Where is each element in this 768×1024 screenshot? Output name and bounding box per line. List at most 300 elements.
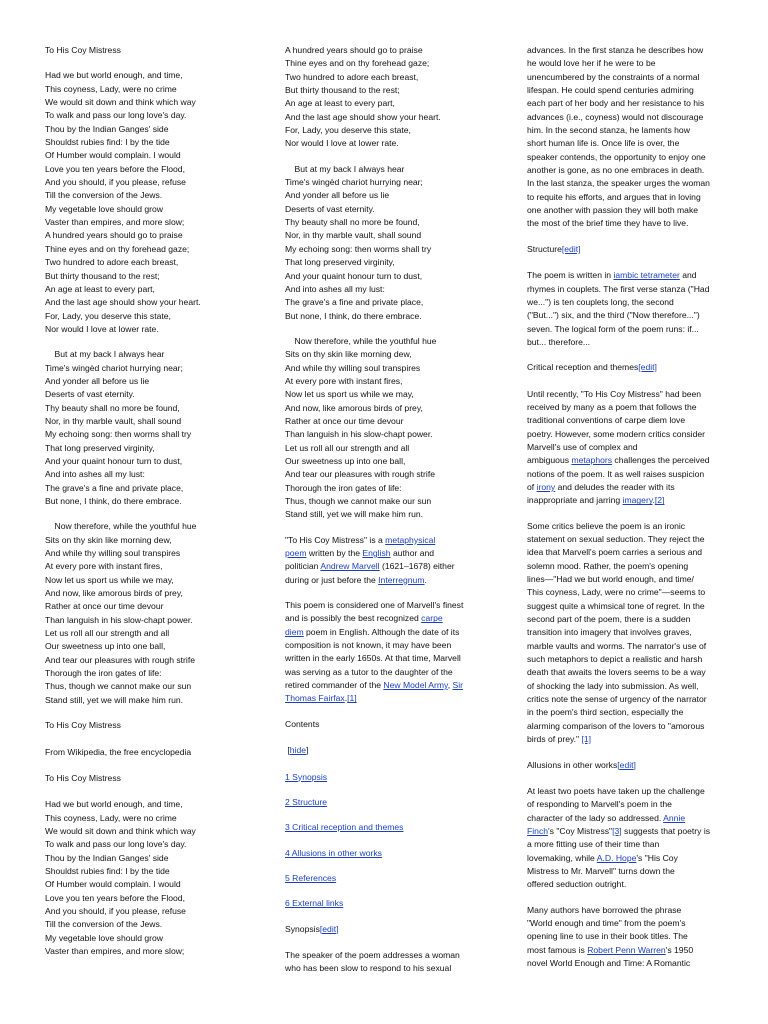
text-line — [45, 428, 260, 441]
text-line — [527, 361, 732, 374]
text-span: This poem is considered one of Marvell's finest — [285, 600, 464, 611]
text-line — [527, 57, 732, 70]
text-span: advances. In the first stanza he describes how — [527, 45, 704, 55]
wiki-link[interactable]: [edit] — [319, 923, 339, 934]
text-line — [285, 163, 500, 176]
text-line — [527, 600, 732, 613]
wiki-link[interactable]: Finch — [527, 825, 549, 836]
wiki-link[interactable]: 3 Critical reception and themes — [285, 822, 404, 833]
text-line — [285, 897, 500, 910]
text-line — [45, 654, 260, 667]
text-span: suggests that poetry is — [621, 825, 711, 836]
text-line — [285, 203, 500, 216]
text-line — [285, 626, 500, 639]
text-line — [527, 336, 732, 349]
text-line — [285, 679, 500, 692]
text-span: "To His Coy Mistress" is a — [285, 534, 386, 545]
text-span: critics note the sense of urgency of the narrator — [527, 694, 707, 705]
text-span: poem in English. Although the date of its — [303, 626, 460, 637]
text-span: Nor, in thy marble vault, shall sound — [45, 415, 182, 426]
text-line — [285, 84, 500, 97]
text-span: Stand still, yet we will make him run. — [285, 509, 424, 520]
wiki-link[interactable]: [2] — [654, 495, 665, 506]
toc-entry — [285, 821, 500, 834]
text-span: Contents — [285, 718, 320, 729]
text-line — [45, 442, 260, 455]
text-span: Thine eyes and on thy forehead gaze; — [45, 243, 190, 254]
text-span: And now, like amorous birds of prey, — [285, 402, 423, 413]
text-span: [ — [285, 745, 290, 756]
text-span: Of Humber would complain. I would — [45, 150, 181, 161]
wiki-link[interactable]: 4 Allusions in other works — [285, 847, 382, 858]
text-line — [45, 560, 260, 573]
text-line — [527, 785, 732, 798]
text-line — [285, 962, 500, 975]
text-span: Mistress to Mr. Marvell" turns down the — [527, 865, 675, 876]
text-paragraph — [285, 949, 500, 976]
text-line — [45, 694, 260, 707]
text-line — [285, 508, 500, 521]
text-span: . — [424, 574, 427, 585]
text-line — [45, 680, 260, 693]
text-span: author and — [390, 548, 435, 559]
text-line — [527, 930, 732, 943]
text-line — [285, 652, 500, 665]
wiki-link[interactable]: metaphysical — [385, 534, 436, 545]
wiki-link[interactable]: English — [362, 548, 391, 559]
text-line — [285, 612, 500, 625]
text-span: The poem is written in — [527, 270, 614, 281]
text-line — [527, 812, 732, 825]
text-span: Thy beauty shall no more be found, — [45, 402, 180, 413]
text-span: and deludes the reader with its — [555, 481, 675, 492]
wiki-link[interactable]: [1] — [347, 693, 357, 704]
wiki-link[interactable]: [edit] — [561, 243, 581, 254]
text-span: The grave's a fine and private place, — [285, 297, 424, 308]
text-line — [45, 44, 260, 57]
text-line — [285, 718, 500, 731]
text-span: written in the early 1650s. At that time, Marvell — [285, 653, 461, 664]
text-span: traditional conventions of carpe diem love — [527, 415, 686, 426]
text-line — [45, 402, 260, 415]
text-span: And yonder all before us lie — [285, 190, 390, 201]
toc-entry — [285, 847, 500, 860]
text-line — [527, 706, 732, 719]
text-span: suggest quite a whimsical tone of regret. In the — [527, 600, 705, 611]
text-line — [527, 533, 732, 546]
text-line — [45, 547, 260, 560]
text-span: Vaster than empires, and more slow; — [45, 945, 185, 956]
text-span: And into ashes all my lust: — [285, 283, 385, 294]
wiki-link[interactable]: [edit] — [617, 759, 636, 770]
text-span: Than languish in his slow-chapt power. — [285, 429, 433, 440]
text-line — [285, 547, 500, 560]
text-span: To His Coy Mistress — [45, 720, 121, 731]
toc-entry — [285, 897, 500, 910]
text-line — [45, 123, 260, 136]
text-line — [527, 852, 732, 865]
text-span: But none, I think, do there embrace. — [45, 496, 182, 506]
text-span: retired commander of the — [285, 680, 384, 691]
text-span: Sits on thy skin like morning dew, — [45, 534, 172, 545]
text-paragraph — [527, 44, 732, 231]
text-span: Vaster than empires, and more slow; — [45, 217, 185, 228]
text-line — [45, 323, 260, 336]
text-line — [45, 270, 260, 283]
text-paragraph — [527, 269, 732, 349]
text-span: And your quaint honour turn to dust, — [285, 270, 423, 281]
text-line — [527, 957, 732, 970]
text-paragraph — [45, 520, 260, 707]
text-span: composition is not known, it may have been — [285, 640, 452, 651]
text-line — [527, 124, 732, 137]
wiki-link[interactable]: [edit] — [638, 362, 657, 373]
text-line — [527, 586, 732, 599]
text-line — [285, 97, 500, 110]
text-span: . — [652, 495, 655, 506]
text-line — [45, 614, 260, 627]
text-line — [527, 468, 732, 481]
text-span: Had we but world enough, and time, — [45, 70, 183, 81]
text-span: marble vaults and worms. The narrator's use of — [527, 640, 707, 651]
toc-entry — [285, 771, 500, 784]
text-line — [527, 640, 732, 653]
text-line — [45, 892, 260, 905]
text-span: And you should, if you please, refuse — [45, 905, 186, 916]
text-span: of — [527, 481, 537, 492]
text-line — [527, 904, 732, 917]
text-line — [45, 667, 260, 680]
wiki-link[interactable]: A.D. Hope — [596, 852, 637, 863]
text-span: My vegetable love should grow — [45, 203, 163, 214]
text-line — [45, 945, 260, 958]
text-line — [285, 560, 500, 573]
text-span: statement on sexual seduction. They reject the — [527, 534, 705, 544]
wiki-link[interactable]: Andrew Marvell — [320, 561, 380, 572]
text-span: At every pore with instant fires, — [45, 561, 163, 572]
text-span: Marvell's use of complex and — [527, 441, 638, 452]
text-line — [45, 534, 260, 547]
text-span: Thou by the Indian Ganges' side — [45, 852, 169, 863]
text-line — [527, 323, 732, 336]
text-line — [285, 428, 500, 441]
text-line — [527, 759, 732, 772]
text-span: , — [447, 680, 453, 691]
text-line — [45, 229, 260, 242]
text-span: Now therefore, while the youthful hue — [285, 335, 437, 346]
text-line — [285, 847, 500, 860]
text-line — [285, 821, 500, 834]
text-line — [527, 454, 732, 467]
text-span: We would sit down and think which way — [45, 825, 196, 836]
wiki-link[interactable]: [3] — [612, 825, 622, 836]
text-span: Till the conversion of the Jews. — [45, 190, 163, 201]
text-span: A hundred years should go to praise — [285, 45, 423, 55]
text-span: This coyness, Lady, were no crime — [45, 812, 177, 823]
text-line — [527, 388, 732, 401]
text-paragraph — [45, 798, 260, 958]
text-span: challenges the perceived — [612, 455, 710, 466]
text-span: To His Coy Mistress — [45, 45, 121, 55]
text-paragraph — [45, 348, 260, 508]
text-span: and — [679, 270, 697, 281]
text-line — [527, 177, 732, 190]
text-span: And the last age should show your heart. — [45, 297, 201, 308]
text-line — [285, 666, 500, 679]
text-span: most famous is — [527, 944, 588, 955]
text-line — [285, 534, 500, 547]
wiki-link[interactable]: diem — [285, 626, 304, 637]
text-span: ("But...") six, and the third ("Now therefore...") — [527, 310, 700, 321]
wiki-link[interactable]: irony — [536, 481, 556, 492]
text-line — [527, 917, 732, 930]
text-span: We would sit down and think which way — [45, 97, 196, 108]
wiki-link[interactable]: Annie — [663, 812, 686, 823]
text-span: him. In the second stanza, he laments how — [527, 125, 690, 136]
text-span: speaker contends, the opportunity to enjoy one — [527, 151, 706, 162]
text-line — [527, 428, 732, 441]
text-span: Nor would I love at lower rate. — [285, 138, 399, 149]
text-line — [527, 97, 732, 110]
text-line — [527, 217, 732, 230]
text-line — [527, 111, 732, 124]
wiki-link[interactable]: iambic tetrameter — [613, 270, 680, 281]
text-line — [527, 520, 732, 533]
text-span: Thus, though we cannot make our sun — [45, 681, 192, 692]
text-span: seven. The logical form of the poem runs: if... — [527, 323, 699, 334]
text-line — [45, 96, 260, 109]
text-line — [45, 415, 260, 428]
text-line — [45, 163, 260, 176]
text-line — [527, 401, 732, 414]
wiki-link[interactable]: carpe — [421, 613, 443, 624]
wiki-link[interactable]: metaphors — [571, 455, 613, 466]
text-line — [285, 468, 500, 481]
text-line-block — [285, 744, 500, 757]
text-paragraph — [527, 388, 732, 508]
text-line — [45, 574, 260, 587]
wiki-link[interactable]: New Model Army — [383, 680, 448, 691]
text-line — [527, 653, 732, 666]
text-line — [527, 151, 732, 164]
text-span: Time's wingèd chariot hurrying near; — [285, 177, 423, 188]
text-line — [45, 932, 260, 945]
text-span: lines—"Had we but world enough, and time/ — [527, 574, 694, 585]
text-span: Many authors have borrowed the phrase — [527, 904, 682, 915]
text-span: Two hundred to adore each breast, — [285, 71, 419, 82]
text-span: And the last age should show your heart. — [285, 111, 441, 122]
text-line — [45, 746, 260, 759]
text-line — [45, 798, 260, 811]
text-line — [285, 574, 500, 587]
wiki-link[interactable]: imagery — [622, 495, 653, 506]
text-span: one another with passion they will both make — [527, 205, 699, 216]
text-span: In the last stanza, the speaker urges the woman — [527, 178, 710, 189]
text-span: Time's wingèd chariot hurrying near; — [45, 362, 183, 373]
text-span: Two hundred to adore each breast, — [45, 257, 179, 268]
text-line — [45, 812, 260, 825]
text-span: Our sweetness up into one ball, — [45, 641, 166, 652]
text-line-block — [45, 719, 260, 732]
text-line — [285, 692, 500, 705]
text-line — [285, 283, 500, 296]
text-span: And now, like amorous birds of prey, — [45, 588, 183, 599]
toc-entry — [285, 872, 500, 885]
text-span: Shouldst rubies find: I by the tide — [45, 137, 170, 148]
column-middle — [285, 44, 500, 988]
text-span: Let us roll all our strength and all — [285, 442, 410, 453]
text-span: 's "His Coy — [636, 852, 678, 863]
text-span: (1621–1678) either — [379, 561, 455, 572]
text-span: written by the — [306, 548, 363, 559]
text-line — [527, 243, 732, 256]
text-span: Deserts of vast eternity. — [285, 203, 375, 214]
text-span: the most of the brief time they have to live. — [527, 218, 689, 229]
wiki-link[interactable]: [1] — [581, 734, 592, 745]
text-line — [285, 949, 500, 962]
text-span: Than languish in his slow-chapt power. — [45, 614, 193, 625]
text-line — [285, 402, 500, 415]
wiki-link[interactable]: hide — [289, 745, 307, 756]
wiki-link[interactable]: 5 References — [285, 872, 337, 883]
text-span: ] — [306, 745, 309, 756]
text-span: character of the lady so addressed. — [527, 812, 664, 823]
text-span: rhymes in couplets. The first verse stanza ("Had — [527, 283, 710, 294]
text-span: For, Lady, you deserve this state, — [45, 310, 171, 321]
text-line — [45, 772, 260, 785]
text-line — [45, 216, 260, 229]
text-line — [285, 375, 500, 388]
text-line-block — [285, 923, 500, 936]
text-line — [285, 44, 500, 57]
text-line — [45, 362, 260, 375]
text-span: At least two poets have taken up the challenge — [527, 785, 705, 796]
text-line — [285, 362, 500, 375]
text-line — [45, 878, 260, 891]
text-span: And tear our pleasures with rough strife — [285, 469, 435, 480]
text-span: Had we but world enough, and time, — [45, 799, 183, 810]
text-span: Thorough the iron gates of life: — [45, 668, 162, 679]
text-line — [285, 455, 500, 468]
text-span: This coyness, Lady, were no crime — [45, 83, 177, 94]
wiki-link[interactable]: 2 Structure — [285, 796, 328, 807]
wiki-link[interactable]: Robert Penn Warren — [587, 944, 666, 955]
text-line — [45, 375, 260, 388]
text-line — [285, 137, 500, 150]
text-line — [45, 825, 260, 838]
text-span: Some critics believe the poem is an ironic — [527, 520, 686, 531]
text-line-block — [527, 759, 732, 772]
text-span: inappropriate and jarring — [527, 495, 623, 506]
text-line-block — [45, 746, 260, 759]
text-line — [285, 872, 500, 885]
text-line — [285, 216, 500, 229]
text-span: to requite his efforts, and argues that in loving — [527, 191, 701, 202]
text-line — [527, 573, 732, 586]
text-line — [285, 310, 500, 323]
text-line — [285, 415, 500, 428]
text-span: was serving as a tutor to the daughter of the — [285, 666, 453, 677]
text-line — [45, 468, 260, 481]
text-span: 's 1950 — [665, 944, 694, 955]
text-span: Love you ten years before the Flood, — [45, 892, 185, 903]
text-paragraph — [45, 69, 260, 336]
text-span: Now let us sport us while we may, — [45, 574, 174, 585]
text-span: idea that Marvell's poem carries a serious and — [527, 547, 703, 558]
text-line — [285, 229, 500, 242]
text-span: who has been slow to respond to his sexual — [285, 963, 452, 974]
text-line — [285, 388, 500, 401]
text-span: Love you ten years before the Flood, — [45, 163, 185, 174]
text-line — [45, 256, 260, 269]
text-line — [285, 57, 500, 70]
text-line — [45, 482, 260, 495]
text-line — [45, 83, 260, 96]
text-span: Nor, in thy marble vault, shall sound — [285, 230, 422, 241]
text-line — [45, 388, 260, 401]
text-line — [285, 189, 500, 202]
wiki-link[interactable]: poem — [285, 548, 307, 559]
text-line — [527, 71, 732, 84]
text-span: An age at least to every part, — [285, 98, 395, 109]
text-line — [527, 494, 732, 507]
text-span: But thirty thousand to the rest; — [45, 270, 160, 281]
text-line — [527, 283, 732, 296]
text-span: solemn mood. Rather, the poem's opening — [527, 560, 689, 571]
text-line — [527, 865, 732, 878]
text-line — [527, 680, 732, 693]
text-span: To His Coy Mistress — [45, 772, 121, 783]
text-line — [527, 733, 732, 746]
wiki-link[interactable]: Sir — [452, 680, 464, 691]
text-line — [527, 296, 732, 309]
text-line — [45, 852, 260, 865]
text-span: And you should, if you please, refuse — [45, 177, 186, 188]
text-span: he would love her if he were to be — [527, 58, 656, 69]
text-line — [527, 878, 732, 891]
text-span: and is possibly the best recognized — [285, 613, 422, 624]
text-line — [45, 865, 260, 878]
wiki-link[interactable]: Thomas Fairfax — [285, 693, 345, 704]
text-span: Thou by the Indian Ganges' side — [45, 123, 169, 134]
wiki-link[interactable]: Interregnum — [378, 574, 425, 585]
text-line — [285, 270, 500, 283]
text-line — [45, 918, 260, 931]
text-span: transition into imagery that involves graves, — [527, 627, 692, 638]
text-line — [45, 296, 260, 309]
text-span: Shouldst rubies find: I by the tide — [45, 865, 170, 876]
wiki-link[interactable]: 6 External links — [285, 898, 344, 909]
text-line — [527, 720, 732, 733]
text-line — [285, 796, 500, 809]
text-span: offered seduction outright. — [527, 879, 627, 890]
text-span: second part of the poem, there is a sudden — [527, 614, 691, 625]
text-line — [45, 600, 260, 613]
text-line — [527, 560, 732, 573]
text-line — [527, 164, 732, 177]
wiki-link[interactable]: 1 Synopsis — [285, 771, 328, 782]
text-span: And yonder all before us lie — [45, 375, 150, 386]
text-line — [285, 256, 500, 269]
text-line — [527, 626, 732, 639]
text-line — [527, 666, 732, 679]
text-span: Structure — [527, 243, 562, 254]
text-span: of responding to Marvell's poem in the — [527, 799, 672, 810]
text-span: Stand still, yet we will make him run. — [45, 694, 184, 705]
text-span: death that awaits the lovers seems to be a way — [527, 667, 706, 678]
text-line — [285, 495, 500, 508]
text-span: But none, I think, do there embrace. — [285, 310, 422, 321]
